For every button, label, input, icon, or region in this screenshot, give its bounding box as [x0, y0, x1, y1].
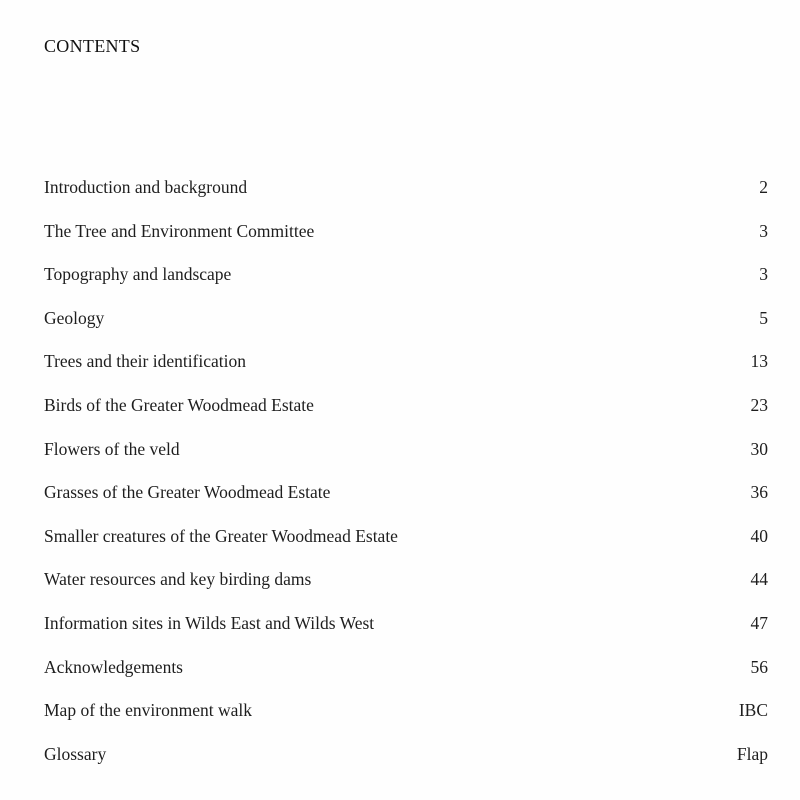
toc-entry-page: 5 — [759, 307, 768, 328]
toc-entry-title: Birds of the Greater Woodmead Estate — [44, 394, 314, 415]
toc-entry-title: Grasses of the Greater Woodmead Estate — [44, 482, 331, 503]
toc-entry-page: 40 — [750, 525, 768, 546]
toc-entry — [44, 521, 768, 565]
toc-entry-page: 2 — [759, 177, 768, 197]
toc-entry-title: Water resources and key birding dams — [44, 569, 312, 590]
toc-entry-page: 13 — [750, 351, 768, 372]
toc-entry — [44, 172, 768, 216]
toc-entry-page: 56 — [750, 656, 768, 677]
toc-entry — [44, 390, 768, 434]
toc-entry-page: IBC — [738, 700, 768, 721]
toc-entry-title: Information sites in Wilds East and Wilds West — [44, 612, 375, 633]
toc-entry-page: 3 — [759, 264, 768, 285]
toc-entry-page: 3 — [759, 220, 768, 241]
toc-entry — [44, 564, 768, 608]
toc-entry — [44, 608, 768, 652]
toc-entry-page: 30 — [750, 438, 768, 459]
toc-entry-title: Acknowledgements — [44, 656, 183, 677]
toc-entry-page: 36 — [750, 482, 768, 503]
toc-entry — [44, 434, 768, 478]
toc-entry-title: Map of the environment walk — [44, 700, 253, 721]
toc-entry-title: Introduction and background — [44, 177, 248, 197]
toc-entry — [44, 303, 768, 347]
toc-entry-title: Geology — [44, 307, 105, 328]
toc-entry — [44, 216, 768, 260]
toc-entry-title: Smaller creatures of the Greater Woodmead Estate — [44, 525, 398, 546]
toc-entry-page: 44 — [750, 569, 768, 590]
toc-entry — [44, 695, 768, 739]
toc-entry — [44, 477, 768, 521]
table-of-contents — [44, 172, 768, 782]
toc-entry — [44, 652, 768, 696]
toc-entry-title: Trees and their identification — [44, 351, 247, 372]
toc-entry-title: Glossary — [44, 743, 107, 764]
toc-entry — [44, 346, 768, 390]
toc-entry-title: Flowers of the veld — [44, 438, 180, 459]
toc-entry — [44, 259, 768, 303]
contents-heading: CONTENTS — [44, 36, 141, 56]
toc-entry-page: 23 — [750, 394, 768, 415]
toc-entry — [44, 739, 768, 783]
toc-entry-title: The Tree and Environment Committee — [44, 220, 315, 241]
toc-entry-page: Flap — [736, 743, 768, 764]
toc-entry-title: Topography and landscape — [44, 264, 232, 285]
toc-entry-page: 47 — [750, 612, 768, 633]
